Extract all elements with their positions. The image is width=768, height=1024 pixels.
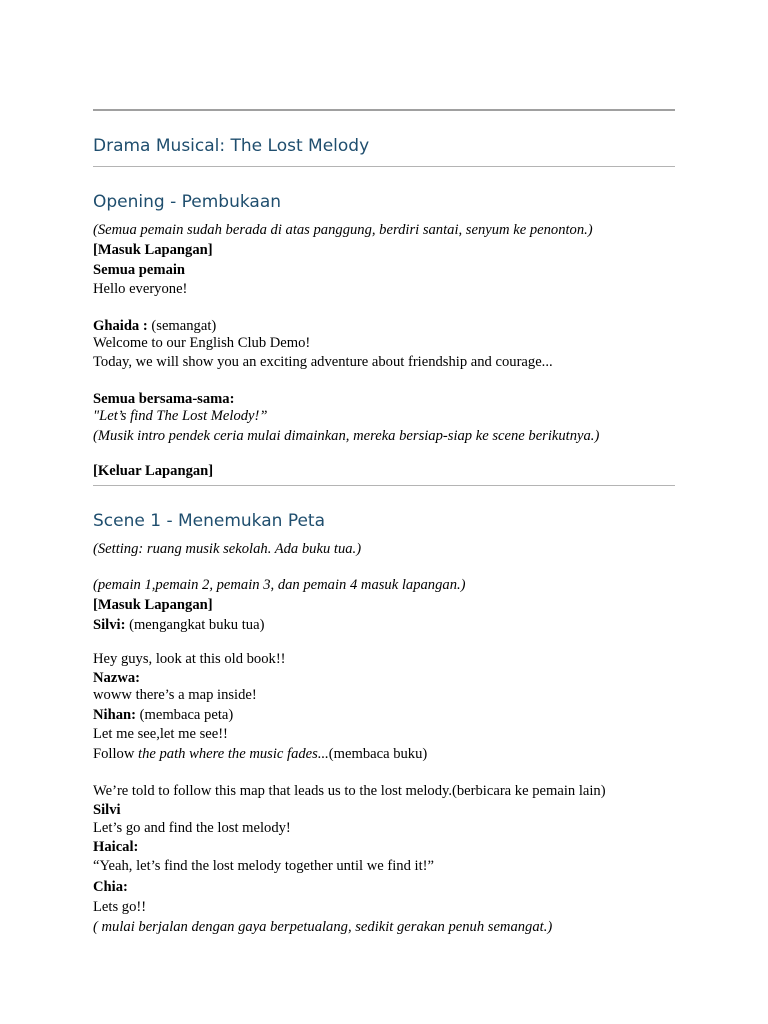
acting-direction: (membaca buku) — [328, 746, 428, 762]
acting-direction: (semangat) — [147, 318, 217, 334]
speaker-name: Nazwa: — [93, 670, 141, 686]
acting-direction: (membaca peta) — [135, 707, 234, 723]
top-divider — [93, 109, 675, 111]
dialogue-line: Hello everyone! — [93, 281, 188, 297]
section-divider — [93, 485, 675, 486]
dialogue-line: Today, we will show you an exciting adventure about friendship and courage... — [93, 354, 553, 370]
stage-direction: (Musik intro pendek ceria mulai dimainkan, mereka bersiap-siap ke scene berikutnya.) — [93, 428, 600, 444]
dialogue-line: Hey guys, look at this old book!! — [93, 651, 286, 667]
dialogue-line: Let me see,let me see!! — [93, 726, 228, 742]
speaker-name: Semua pemain — [93, 262, 186, 278]
dialogue-line: We’re told to follow this map that leads us to the lost melody.(berbicara ke pemain lain) — [93, 783, 606, 799]
speaker-name: Chia: — [93, 879, 128, 895]
setting-direction: (Setting: ruang musik sekolah. Ada buku tua.) — [93, 541, 362, 557]
stage-direction: ( mulai berjalan dengan gaya berpetualang, sedikit gerakan penuh semangat.) — [93, 919, 553, 935]
dialogue-line — [93, 745, 427, 763]
exit-cue: [Keluar Lapangan] — [93, 463, 214, 479]
dialogue-line: Lets go!! — [93, 899, 147, 915]
speaker-line — [93, 317, 216, 335]
dialogue-line: “Yeah, let’s find the lost melody together until we find it!” — [93, 858, 434, 874]
stage-direction: (pemain 1,pemain 2, pemain 3, dan pemain 4 masuk lapangan.) — [93, 577, 466, 593]
enter-cue: [Masuk Lapangan] — [93, 597, 213, 613]
scene-1-heading: Scene 1 - Menemukan Peta — [93, 511, 326, 531]
speaker-name: Silvi: — [93, 617, 126, 633]
speaker-name: Haical: — [93, 839, 139, 855]
speaker-line — [93, 616, 264, 634]
quoted-text: the path where the music fades... — [138, 746, 329, 762]
speaker-name: Nihan: — [93, 707, 136, 723]
document-title: Drama Musical: The Lost Melody — [93, 136, 370, 156]
dialogue-line: Welcome to our English Club Demo! — [93, 335, 311, 351]
dialogue-line: Let’s go and find the lost melody! — [93, 820, 291, 836]
acting-direction: (mengangkat buku tua) — [125, 617, 265, 633]
title-divider — [93, 166, 675, 167]
stage-direction: (Semua pemain sudah berada di atas panggung, berdiri santai, senyum ke penonton.) — [93, 222, 593, 238]
speaker-line — [93, 706, 233, 724]
dialogue-line: "Let’s find The Lost Melody!” — [93, 408, 268, 424]
speaker-name: Semua bersama-sama: — [93, 391, 235, 407]
speaker-name: Ghaida : — [93, 318, 148, 334]
enter-cue: [Masuk Lapangan] — [93, 242, 213, 258]
opening-heading: Opening - Pembukaan — [93, 192, 282, 212]
dialogue-text: Follow — [93, 746, 139, 762]
dialogue-line: woww there’s a map inside! — [93, 687, 257, 703]
speaker-name: Silvi — [93, 802, 121, 818]
